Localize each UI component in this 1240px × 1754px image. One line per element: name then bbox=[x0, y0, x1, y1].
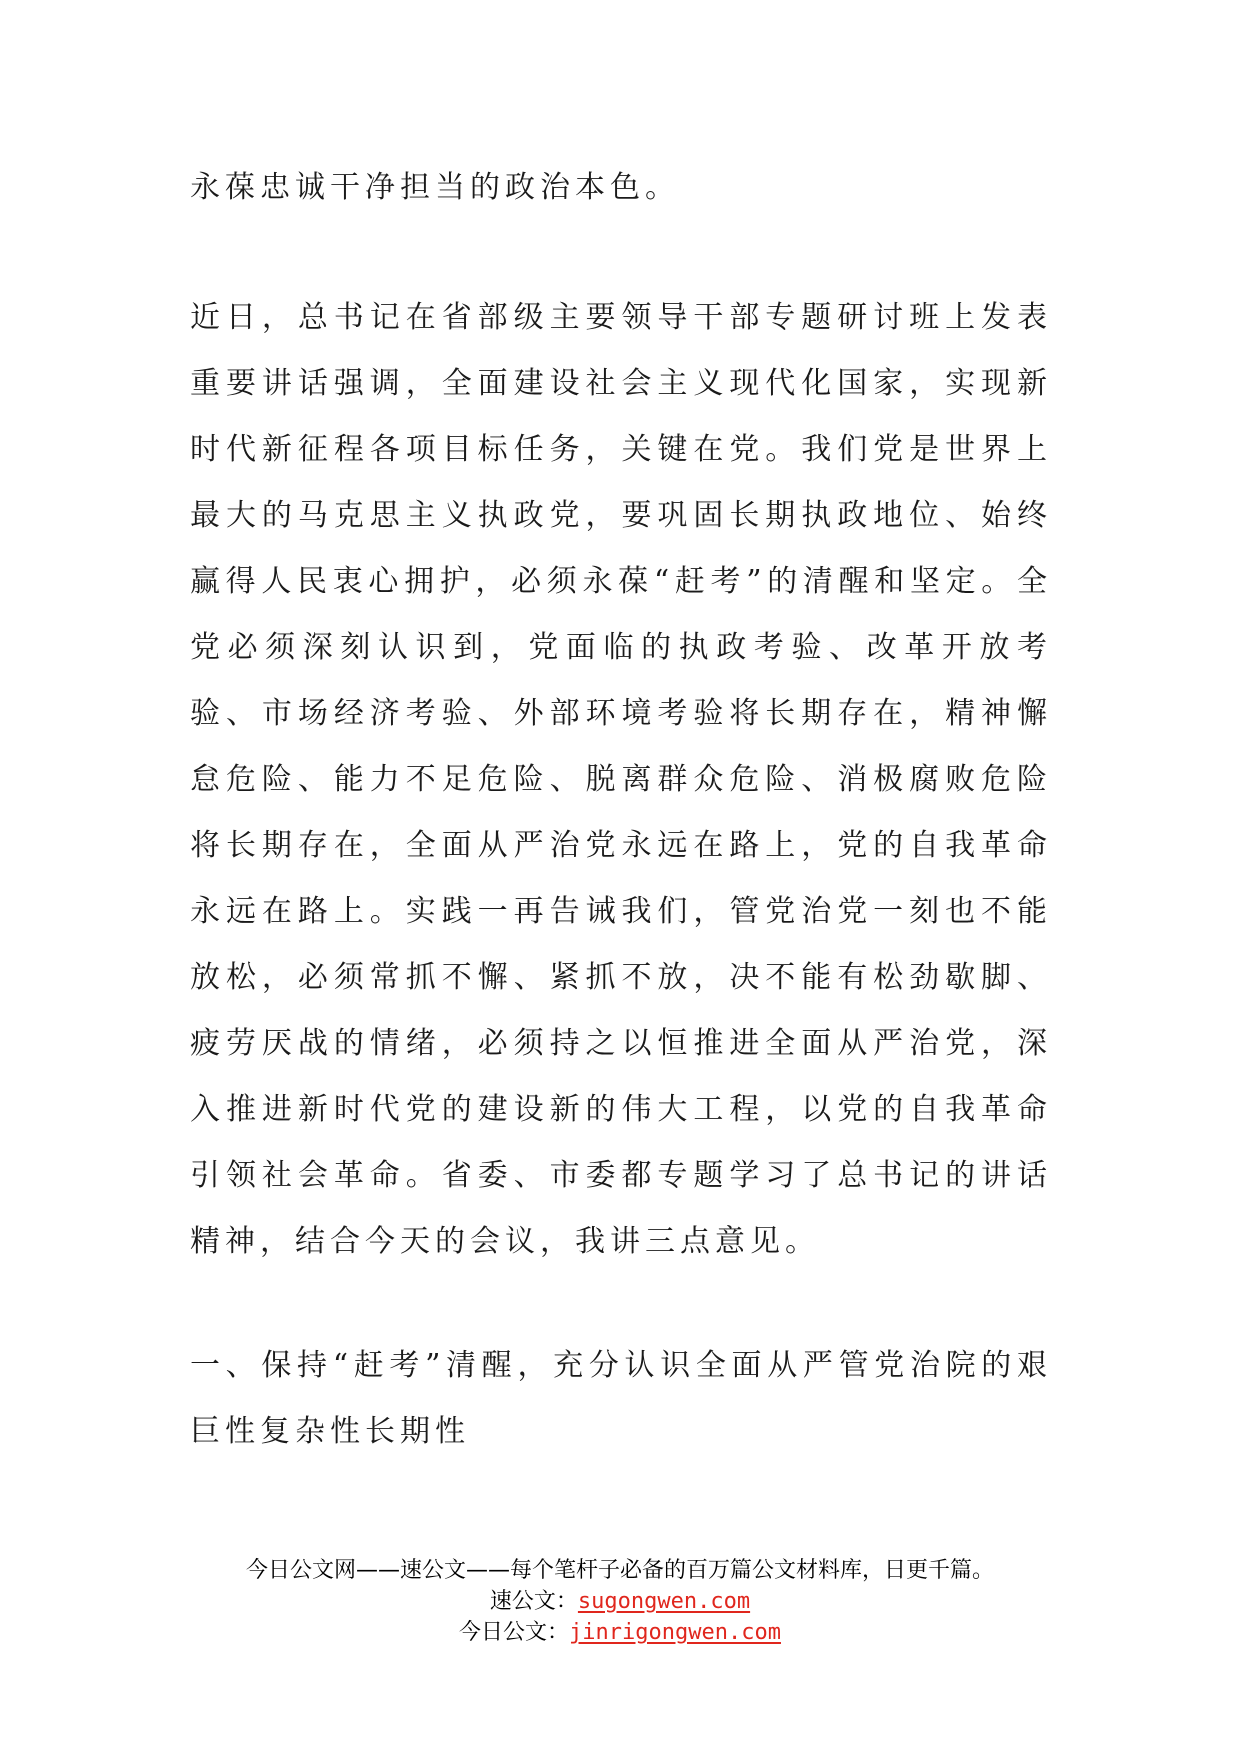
sugongwen-link[interactable]: sugongwen.com bbox=[577, 1589, 751, 1614]
jinrigongwen-label: 今日公文： bbox=[459, 1620, 570, 1645]
footer bbox=[0, 1555, 1240, 1648]
section-heading: 一、保持“赶考”清醒，充分认识全面从严管党治院的艰巨性复杂性长期性 bbox=[190, 1348, 1052, 1449]
jinrigongwen-link[interactable]: jinrigongwen.com bbox=[569, 1620, 781, 1645]
footer-tagline: 今日公文网——速公文——每个笔杆子必备的百万篇公文材料库，日更千篇。 bbox=[245, 1558, 994, 1583]
paragraph-main: 近日，总书记在省部级主要领导干部专题研讨班上发表重要讲话强调，全面建设社会主义现代化国家，实现新时代新征程各项目标任务，关键在党。我们党是世界上最大的马克思主义执政党，要巩固长期执政地位、始终赢得人民衷心拥护，必须永葆“赶考”的清醒和坚定。全党必须深刻认识到，党面临的执政考验、改革开放考验、市场经济考验、外部环境考验将长期存在，精神懈怠危险、能力不足危险、脱离群众危险、消极腐败危险将长期存在，全面从严治党永远在路上，党的自我革命永远在路上。实践一再告诫我们，管党治党一刻也不能放松，必须常抓不懈、紧抓不放，决不能有松劲歇脚、疲劳厌战的情绪，必须持之以恒推进全面从严治党，深入推进新时代党的建设新的伟大工程，以党的自我革命引领社会革命。省委、市委都专题学习了总书记的讲话精神，结合今天的会议，我讲三点意见。 bbox=[190, 300, 1052, 1259]
paragraph-continuation: 永葆忠诚干净担当的政治本色。 bbox=[190, 170, 680, 205]
footer-jinrigongwen-line bbox=[0, 1617, 1240, 1648]
sugongwen-label: 速公文： bbox=[489, 1589, 578, 1614]
footer-sugongwen-line bbox=[0, 1586, 1240, 1617]
